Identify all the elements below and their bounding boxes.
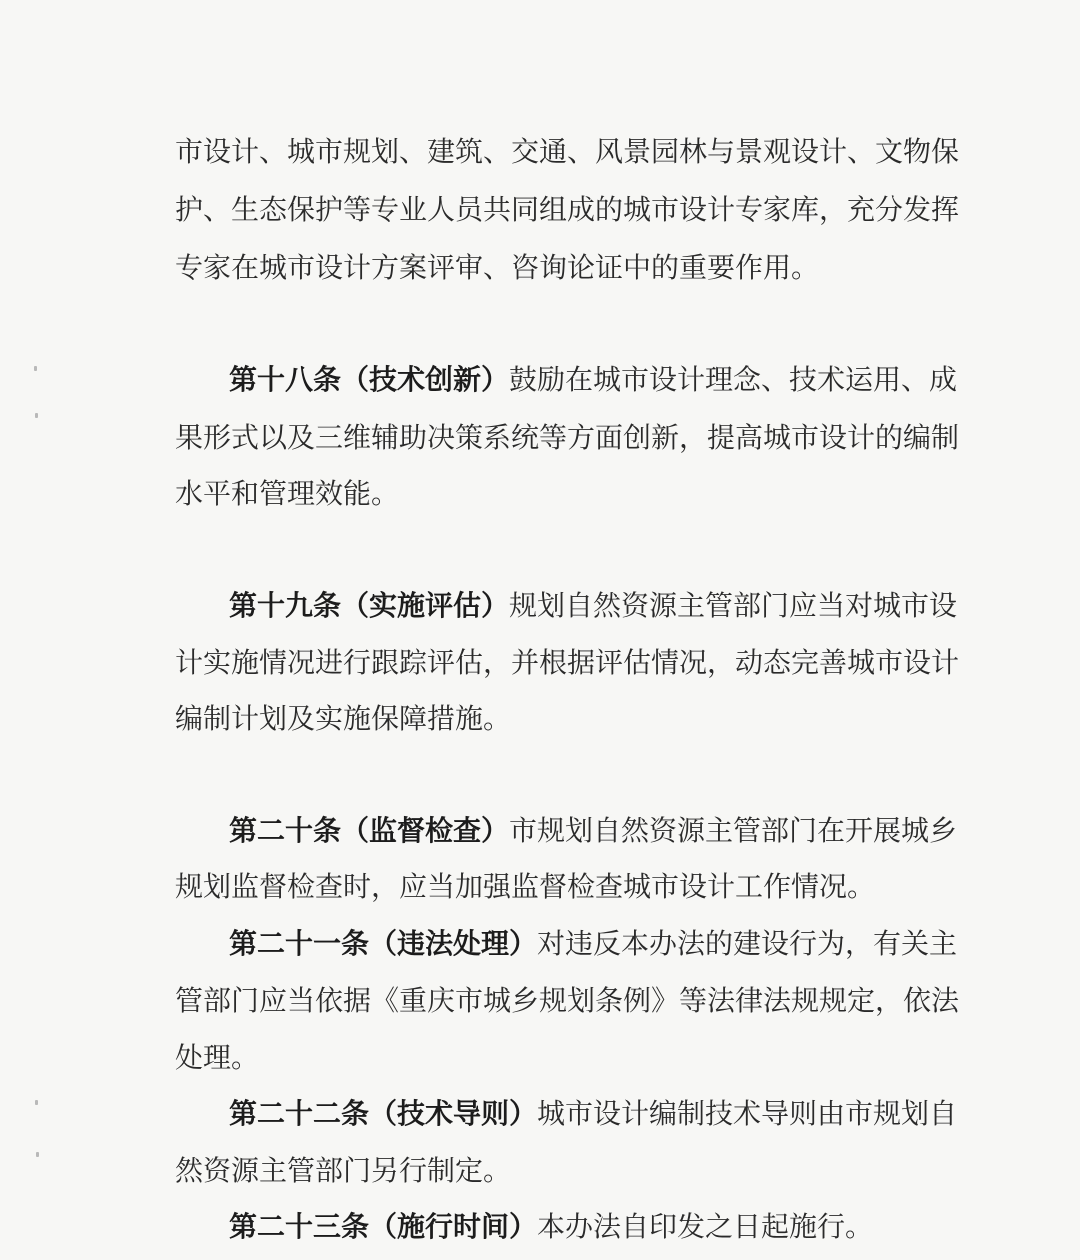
article-20-heading: 第二十条（监督检查） [229, 814, 510, 847]
article-19-first-line [229, 586, 958, 626]
paragraph-text: 规划自然资源主管部门应当对城市设 [509, 589, 958, 622]
article-19-heading: 第十九条（实施评估） [229, 589, 510, 622]
paragraph-line: 编制计划及实施保障措施。 [175, 702, 512, 735]
paragraph-line: 水平和管理效能。 [175, 477, 400, 510]
article-22-first-line [229, 1094, 958, 1134]
paragraph-text: 市规划自然资源主管部门在开展城乡 [509, 814, 958, 847]
paragraph-line: 计实施情况进行跟踪评估，并根据评估情况，动态完善城市设计 [175, 646, 960, 679]
article-21-first-line [229, 924, 958, 964]
paragraph-line: 规划监督检查时，应当加强监督检查城市设计工作情况。 [175, 870, 876, 903]
scan-speck [36, 1152, 39, 1157]
article-18-heading: 第十八条（技术创新） [229, 363, 510, 396]
paragraph-text: 城市设计编制技术导则由市规划自 [537, 1097, 958, 1130]
paragraph-text: 本办法自印发之日起施行。 [537, 1210, 874, 1243]
paragraph-line: 果形式以及三维辅助决策系统等方面创新，提高城市设计的编制 [175, 421, 960, 454]
article-20-first-line [229, 811, 958, 851]
scan-speck [35, 413, 38, 418]
paragraph-text: 鼓励在城市设计理念、技术运用、成 [509, 363, 958, 396]
paragraph-line: 管部门应当依据《重庆市城乡规划条例》等法律法规规定，依法 [175, 984, 960, 1017]
paragraph-line: 然资源主管部门另行制定。 [175, 1154, 512, 1187]
paragraph-line: 护、生态保护等专业人员共同组成的城市设计专家库，充分发挥 [175, 193, 960, 226]
paragraph-line: 专家在城市设计方案评审、咨询论证中的重要作用。 [175, 251, 820, 284]
scan-speck [35, 1100, 38, 1105]
article-23-first-line [229, 1207, 927, 1247]
article-21-heading: 第二十一条（违法处理） [229, 927, 538, 960]
scan-speck [34, 366, 37, 371]
article-23-heading: 第二十三条（施行时间） [229, 1210, 538, 1243]
paragraph-line: 市设计、城市规划、建筑、交通、风景园林与景观设计、文物保 [175, 135, 960, 168]
paragraph-text: 对违反本办法的建设行为，有关主 [537, 927, 958, 960]
article-18-first-line [229, 360, 958, 400]
paragraph-line: 处理。 [175, 1041, 260, 1074]
article-22-heading: 第二十二条（技术导则） [229, 1097, 538, 1130]
